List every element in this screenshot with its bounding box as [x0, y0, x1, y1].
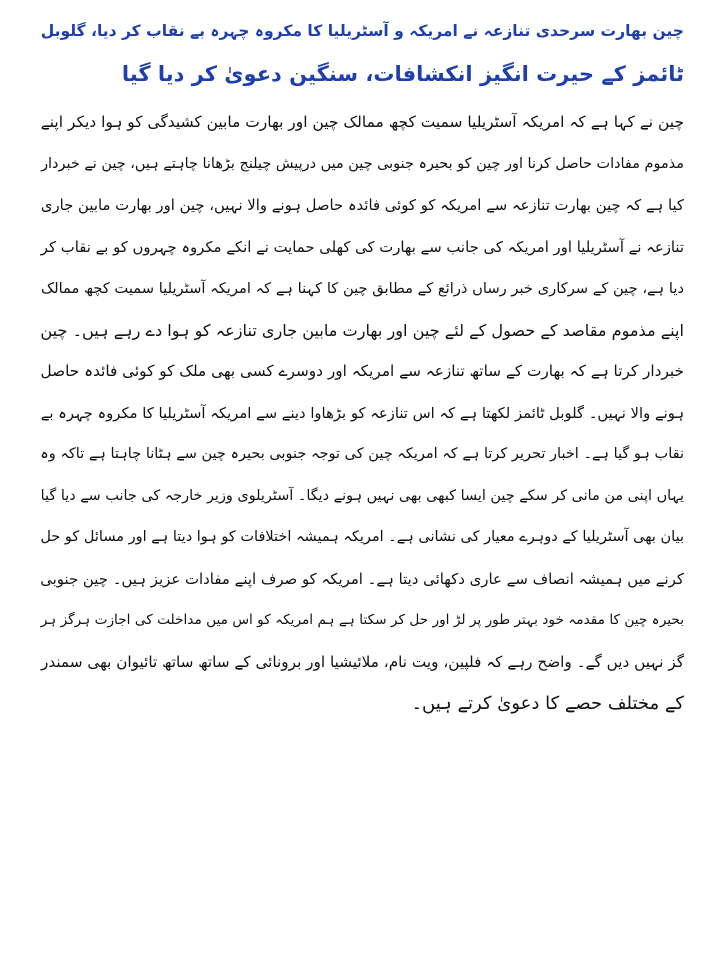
headline-line: ٹائمز کے حیرت انگیز انکشافات، سنگین دعویٰ کر دیا گیا [121, 62, 684, 86]
body-line: خبردار کرتا ہے کہ بھارت کے ساتھ تنازعہ سے امریکہ اور دوسرے کسی بھی ملک کو کوئی فائدہ حاصل [40, 362, 684, 380]
body-line: نقاب ہو گیا ہے۔ اخبار تحریر کرتا ہے کہ امریکہ چین کی توجہ جنوبی بحیرہ چین سے ہٹانا چاہتا ہے تاکہ وہ [40, 446, 684, 462]
body-line: ہونے والا نہیں۔ گلوبل ٹائمز لکھتا ہے کہ اس تنازعہ کو بڑھاوا دینے سے امریکہ آسٹریلیا کا مکروہ چہرہ بے [40, 404, 684, 422]
body-line: مذموم مفادات حاصل کرنا اور چین کو بحیرہ جنوبی چین میں درپیش چیلنج بڑھانا چاہتے ہیں، چین نے خبردار [41, 155, 684, 172]
body-line: کیا ہے کہ چین بھارت تنازعہ سے امریکہ کو کوئی فائدہ حاصل ہونے والا نہیں، چین اور بھارت مابین جاری [40, 197, 684, 214]
headline-line: چین بھارت سرحدی تنازعہ نے امریکہ و آسٹریلیا کا مکروہ چہرہ بے نقاب کر دیا، گلوبل [40, 22, 684, 40]
article-body [34, 102, 684, 725]
body-line: اپنے مذموم مقاصد کے حصول کے لئے چین اور بھارت مابین جاری تنازعہ کو ہوا دے رہے ہیں۔ چین [40, 320, 684, 340]
body-line: یہاں اپنی من مانی کر سکے چین ایسا کبھی بھی نہیں ہونے دیگا۔ آسٹریلوی وزیر خارجہ کی جانب سے دیا گیا [40, 487, 684, 504]
body-line: کرنے میں ہمیشہ انصاف سے عاری دکھائی دیتا ہے۔ امریکہ کو صرف اپنے مفادات عزیز ہیں۔ چین جنوبی [40, 569, 684, 588]
body-line: چین نے کہا ہے کہ امریکہ آسٹریلیا سمیت کچھ ممالک چین اور بھارت مابین کشیدگی کو ہوا دیکر اپنے [40, 113, 684, 131]
body-line: کے مختلف حصے کا دعویٰ کرتے ہیں۔ [411, 693, 684, 714]
body-line: دیا ہے، چین کے سرکاری خبر رساں ذرائع کے مطابق چین کا کہنا ہے کہ امریکہ آسٹریلیا سمیت کچھ ممالک [40, 280, 684, 297]
body-line: تنازعہ نے آسٹریلیا اور امریکہ کی جانب سے بھارت کی کھلی حمایت نے انکے مکروہ چہروں کو بے نقاب کر [40, 238, 684, 256]
body-line: گز نہیں دیں گے۔ واضح رہے کہ فلپین، ویت نام، ملائیشیا اور برونائی کے ساتھ ساتھ تائیوان بھی سمندر [40, 652, 684, 671]
body-line: بیان بھی آسٹریلیا کے دوہرے معیار کی نشانی ہے۔ امریکہ ہمیشہ اختلافات کو ہوا دیتا ہے اور مسائل کو حل [40, 529, 684, 545]
body-line: بحیرہ چین کا مقدمہ خود بہتر طور پر لڑ اور حل کر سکتا ہے ہم امریکہ کو اس میں مداخلت کی اجازت ہرگز ہر [40, 612, 684, 628]
headline [34, 10, 684, 96]
news-article [34, 10, 684, 725]
